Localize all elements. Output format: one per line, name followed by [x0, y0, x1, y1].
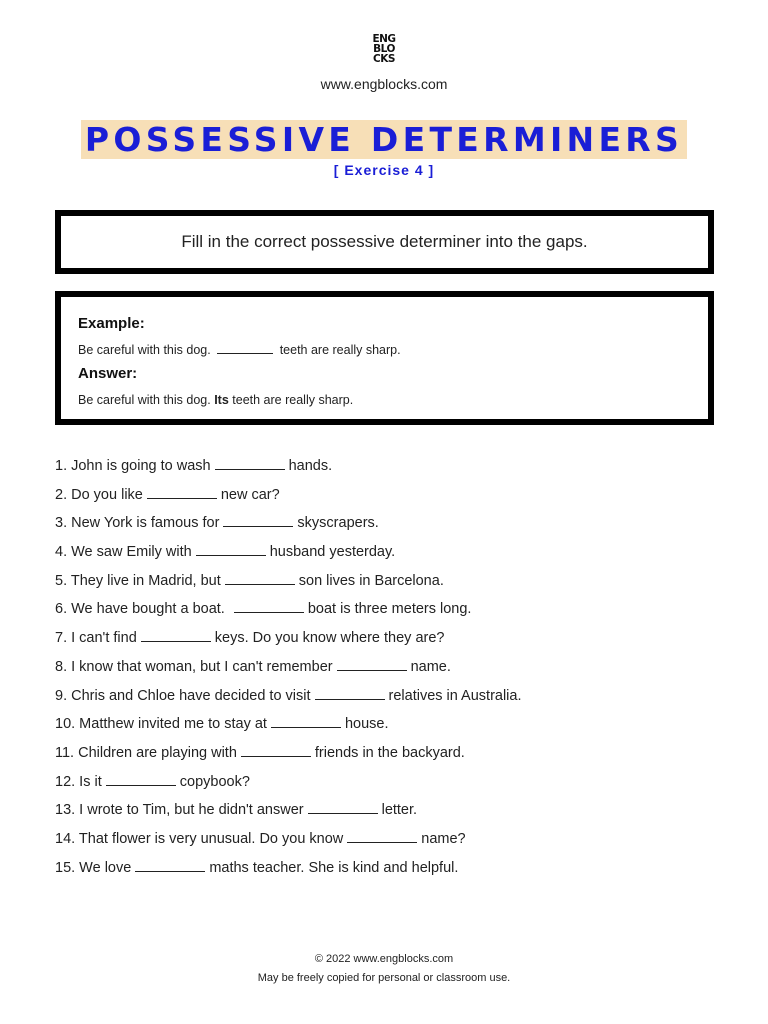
example-sentence	[78, 343, 401, 357]
answer-blank[interactable]	[106, 784, 176, 786]
logo-line: ENG	[372, 33, 396, 45]
question-after: new car?	[220, 486, 280, 503]
answer-blank[interactable]	[337, 669, 407, 671]
question-item	[55, 745, 715, 774]
question-after: name?	[421, 830, 466, 847]
question-item	[55, 774, 715, 803]
question-after: skyscrapers.	[297, 515, 379, 532]
question-before: 15. We love	[55, 859, 132, 876]
example-before: Be careful with this dog.	[78, 343, 211, 357]
question-item	[55, 688, 715, 717]
answer-blank[interactable]	[225, 583, 295, 585]
question-before: 10. Matthew invited me to stay at	[55, 716, 267, 733]
question-after: boat is three meters long.	[307, 601, 472, 618]
answer-sentence	[78, 393, 353, 407]
answer-blank[interactable]	[241, 755, 311, 757]
question-item	[55, 487, 715, 516]
question-before: 6. We have bought a boat.	[55, 601, 225, 618]
question-after: keys. Do you know where they are?	[214, 630, 445, 647]
question-after: house.	[344, 716, 389, 733]
instruction-box	[55, 210, 714, 274]
answer-blank[interactable]	[271, 726, 341, 728]
question-before: 4. We saw Emily with	[55, 544, 192, 561]
example-box	[55, 291, 714, 425]
question-before: 13. I wrote to Tim, but he didn't answer	[55, 802, 304, 819]
question-after: relatives in Australia.	[388, 687, 522, 704]
question-item	[55, 515, 715, 544]
instruction-text: Fill in the correct possessive determiner into the gaps.	[181, 232, 588, 251]
question-after: hands.	[288, 458, 333, 474]
question-before: 5. They live in Madrid, but	[55, 572, 221, 589]
title-wrap	[0, 120, 768, 159]
answer-blank[interactable]	[315, 698, 385, 700]
question-before: 9. Chris and Chloe have decided to visit	[55, 687, 311, 704]
answer-blank[interactable]	[135, 870, 205, 872]
page-title: POSSESSIVE DETERMINERS	[81, 120, 687, 159]
question-item	[55, 573, 715, 602]
question-before: 14. That flower is very unusual. Do you know	[55, 830, 344, 847]
question-after: husband yesterday.	[269, 544, 396, 561]
answer-blank[interactable]	[147, 497, 217, 499]
answer-blank[interactable]	[223, 525, 293, 527]
footer-copyright: © 2022 www.engblocks.com	[314, 953, 454, 965]
site-url: www.engblocks.com	[320, 76, 448, 92]
question-item	[55, 630, 715, 659]
question-item	[55, 802, 715, 831]
question-item	[55, 544, 715, 573]
question-before: 7. I can't find	[55, 630, 137, 647]
question-item	[55, 860, 715, 889]
question-before: 1. John is going to wash	[55, 458, 211, 474]
question-item	[55, 831, 715, 860]
question-before: 8. I know that woman, but I can't remember	[55, 658, 333, 675]
question-before: 2. Do you like	[55, 486, 143, 503]
answer-blank[interactable]	[141, 640, 211, 642]
question-after: maths teacher. She is kind and helpful.	[209, 859, 459, 876]
question-before: 12. Is it	[55, 773, 102, 790]
answer-blank[interactable]	[215, 468, 285, 470]
question-item	[55, 659, 715, 688]
example-gap	[217, 352, 273, 354]
answer-before: Be careful with this dog.	[78, 393, 211, 407]
example-after: teeth are really sharp.	[279, 343, 401, 357]
question-before: 11. Children are playing with	[55, 744, 237, 761]
question-before: 3. New York is famous for	[55, 515, 220, 532]
answer-blank[interactable]	[347, 841, 417, 843]
question-after: son lives in Barcelona.	[298, 572, 444, 589]
answer-after: teeth are really sharp.	[232, 393, 354, 407]
question-item	[55, 458, 715, 487]
logo-line: BLO	[373, 43, 395, 55]
answer-word: Its	[214, 393, 229, 407]
answer-blank[interactable]	[196, 554, 266, 556]
answer-blank[interactable]	[234, 611, 304, 613]
question-after: letter.	[381, 802, 418, 819]
question-item	[55, 716, 715, 745]
engblocks-logo	[369, 34, 399, 64]
question-item	[55, 601, 715, 630]
question-after: name.	[410, 658, 451, 675]
answer-label: Answer:	[78, 365, 138, 382]
example-label: Example:	[78, 315, 145, 332]
footer-note: May be freely copied for personal or classroom use.	[257, 972, 511, 984]
answer-blank[interactable]	[308, 812, 378, 814]
question-after: copybook?	[179, 773, 250, 790]
question-after: friends in the backyard.	[314, 744, 465, 761]
logo-line: CKS	[373, 53, 395, 65]
exercise-subtitle: [ Exercise 4 ]	[333, 162, 435, 178]
questions-list	[55, 458, 715, 888]
